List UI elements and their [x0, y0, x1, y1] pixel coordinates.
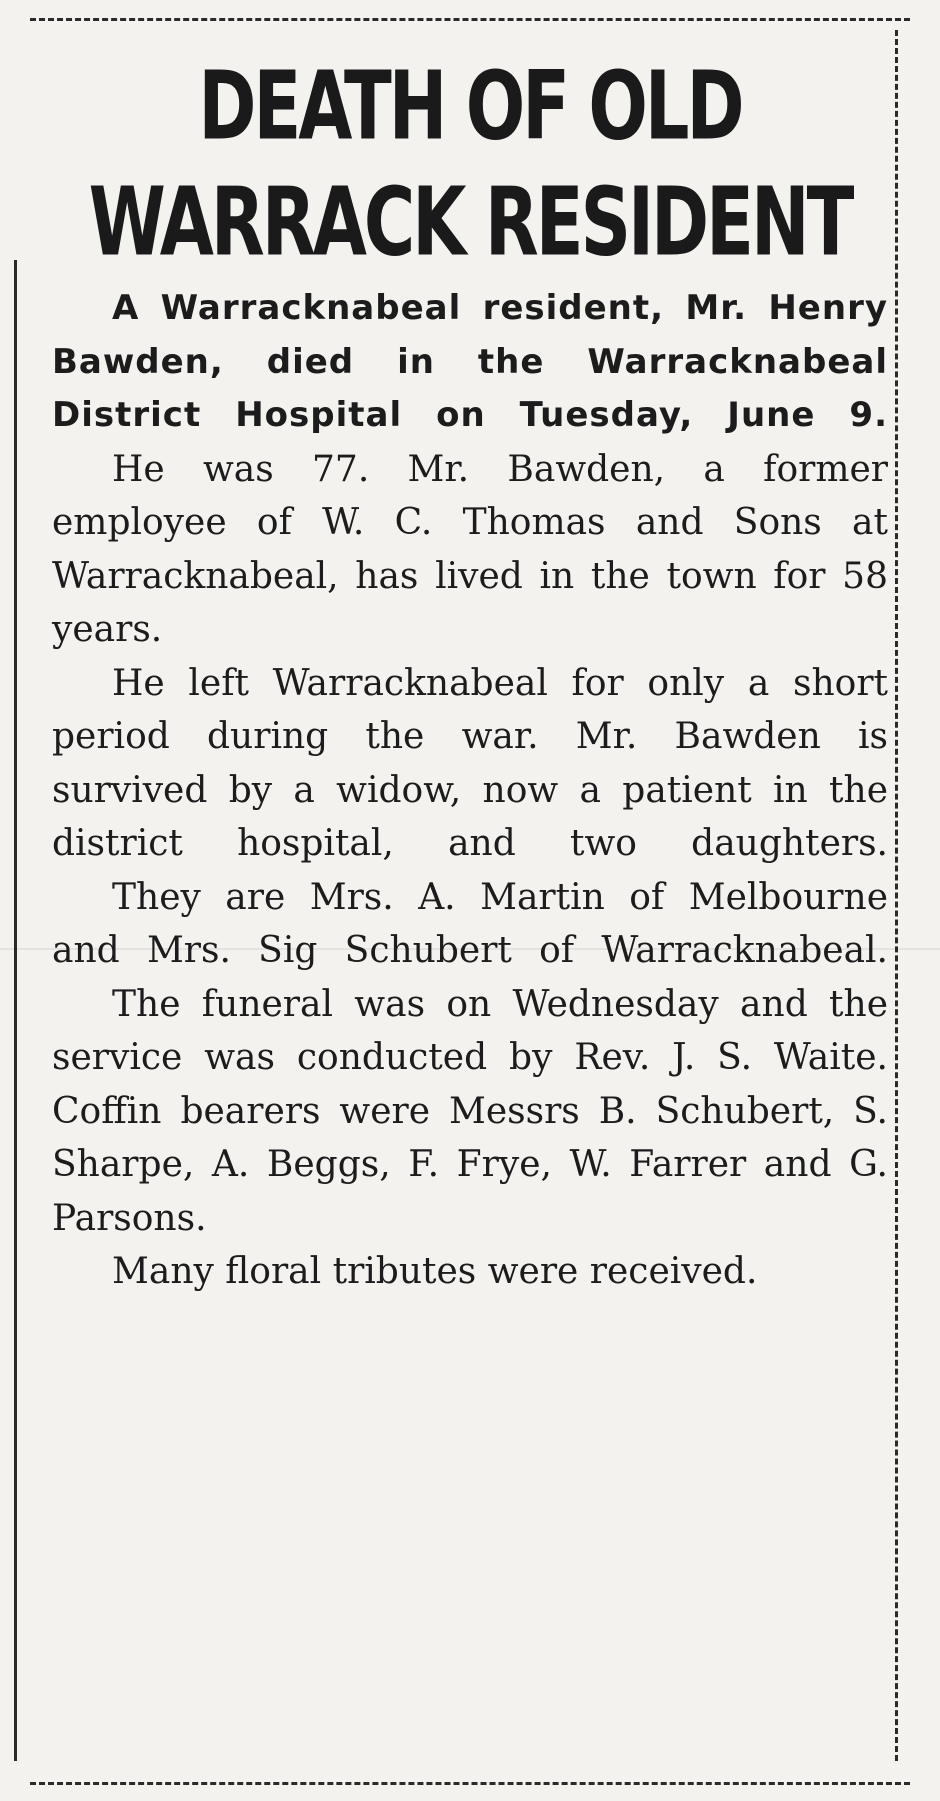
obituary-article: [52, 48, 888, 1299]
top-dashed-rule: [30, 18, 910, 21]
headline-line-2: WARRACK RESIDENT: [88, 166, 852, 278]
paragraph-2: He was 77. Mr. Bawden, a former employee of W. C. Thomas and Sons at Warracknabeal, has lived in the town for 58 years.: [52, 448, 888, 650]
paragraph-3: He left Warracknabeal for only a short period during the war. Mr. Bawden is survived by a widow, now a patient in the district hospital, and two daughters.: [52, 662, 888, 864]
paragraph-4: They are Mrs. A. Martin of Melbourne and Mrs. Sig Schubert of Warracknabeal.: [52, 876, 888, 971]
headline: [52, 48, 888, 280]
left-column-rule: [14, 260, 17, 1761]
bottom-dashed-rule: [30, 1782, 910, 1785]
paragraph-6: Many floral tributes were received.: [112, 1251, 758, 1292]
right-column-rule: [895, 30, 898, 1761]
article-body: [52, 282, 888, 1299]
paragraph-1: A Warracknabeal resident, Mr. Henry Bawden, died in the Warracknabeal District Hospital on Tuesday, June 9.: [52, 288, 888, 435]
headline-line-1: DEATH OF OLD: [198, 50, 742, 162]
paragraph-5: The funeral was on Wednesday and the service was conducted by Rev. J. S. Waite. Coffin bearers were Messrs B. Schubert, S. Sharpe, A. Beggs, F. Frye, W. Farrer and G. Parsons.: [52, 983, 888, 1239]
